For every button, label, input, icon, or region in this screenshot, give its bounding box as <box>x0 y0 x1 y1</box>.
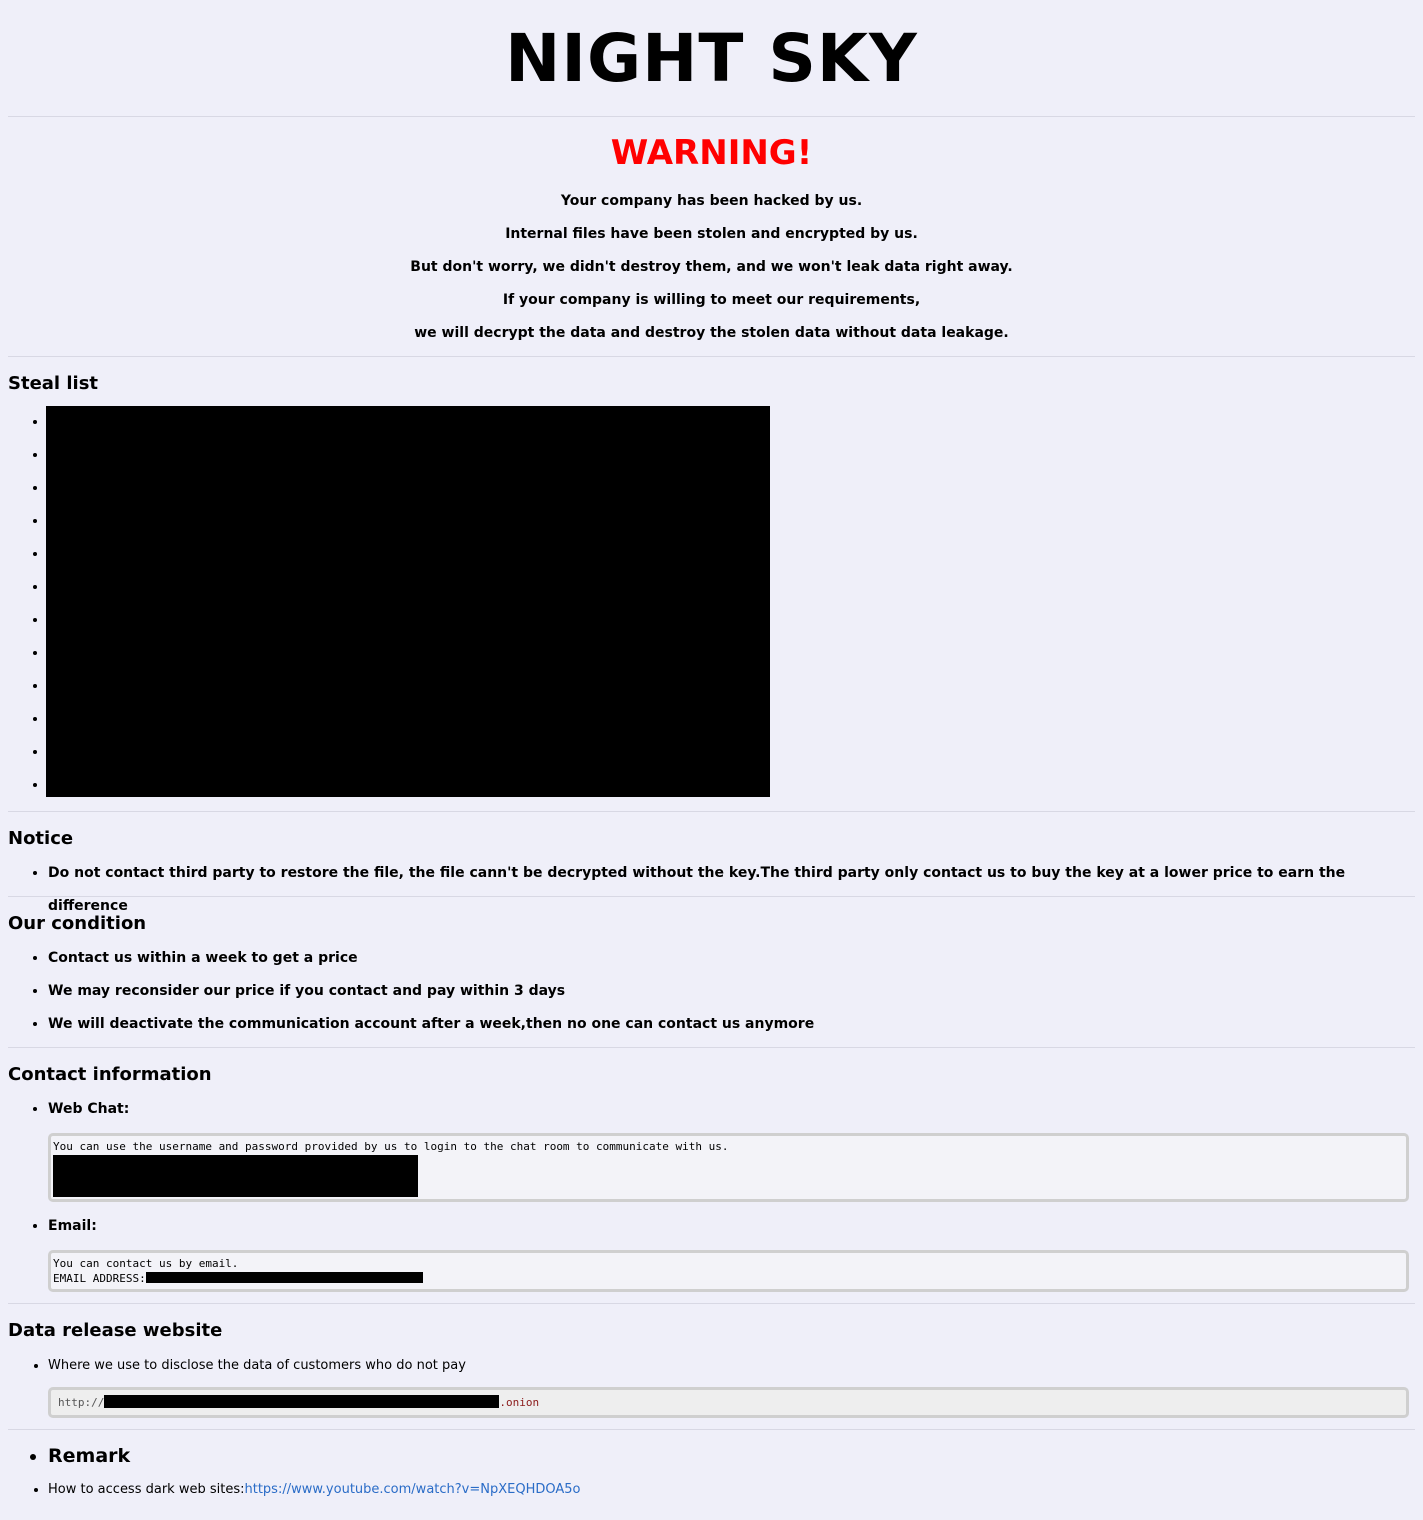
steal-list-heading: Steal list <box>8 373 99 394</box>
email-text: You can contact us by email. <box>53 1257 239 1270</box>
notice-heading: Notice <box>8 828 74 849</box>
web-chat-text: You can use the username and password provided by us to login to the chat room to communicate with us. <box>53 1140 729 1153</box>
email-address-row <box>53 1271 1404 1286</box>
web-chat-box <box>48 1133 1409 1202</box>
warning-line: we will decrypt the data and destroy the stolen data without data leakage. <box>414 325 1009 341</box>
warning-line: Internal files have been stolen and encrypted by us. <box>505 226 918 242</box>
release-heading: Data release website <box>8 1320 223 1341</box>
redaction-block <box>46 406 770 797</box>
contact-list <box>0 1093 1423 1126</box>
release-url-box[interactable] <box>48 1387 1409 1418</box>
url-suffix: .onion <box>499 1396 540 1409</box>
page-title: NIGHT SKY <box>505 20 918 97</box>
email-address-label: EMAIL ADDRESS: <box>53 1272 146 1285</box>
release-list <box>0 1349 1423 1382</box>
list-item: • We may reconsider our price if you contact and pay within 3 days <box>48 975 1423 1008</box>
redaction-block <box>104 1395 499 1408</box>
notice-section <box>0 812 1423 914</box>
steal-list-section <box>0 357 1423 802</box>
remark-list <box>0 1440 1423 1506</box>
warning-line: If your company is willing to meet our requirements, <box>502 292 921 308</box>
divider <box>8 116 1415 117</box>
warning-line: But don't worry, we didn't destroy them, and we won't leak data right away. <box>410 259 1013 275</box>
contact-section <box>0 1048 1423 1292</box>
remark-item <box>48 1473 1423 1506</box>
release-section <box>0 1304 1423 1418</box>
condition-list <box>0 942 1423 1041</box>
warning-heading: WARNING! <box>610 133 813 173</box>
remark-section <box>0 1430 1423 1506</box>
list-item: • We will deactivate the communication account after a week,then no one can contact us anymore <box>48 1008 1423 1041</box>
remark-link[interactable]: https://www.youtube.com/watch?v=NpXEQHDOA5o <box>244 1482 581 1497</box>
email-label: • Email: <box>48 1210 1423 1243</box>
redaction-block <box>53 1155 418 1197</box>
warning-section <box>0 133 1423 350</box>
remark-text: How to access dark web sites: <box>48 1482 245 1497</box>
condition-section <box>0 897 1423 1041</box>
contact-list <box>0 1210 1423 1243</box>
list-item: • Do not contact third party to restore the file, the file cann't be decrypted without the key.The third party only contact us to buy the key at a lower price to earn the difference <box>48 857 1423 890</box>
email-box <box>48 1250 1409 1292</box>
list-item: • Contact us within a week to get a price <box>48 942 1423 975</box>
web-chat-label: • Web Chat: <box>48 1093 1423 1126</box>
notice-list <box>0 857 1423 914</box>
warning-line: Your company has been hacked by us. <box>560 193 863 209</box>
condition-heading: Our condition <box>8 913 147 934</box>
remark-heading: • Remark <box>48 1440 1423 1473</box>
redaction-block <box>146 1272 423 1283</box>
contact-heading: Contact information <box>8 1064 212 1085</box>
url-prefix: http:// <box>58 1396 105 1409</box>
release-description: • Where we use to disclose the data of customers who do not pay <box>48 1349 1423 1382</box>
